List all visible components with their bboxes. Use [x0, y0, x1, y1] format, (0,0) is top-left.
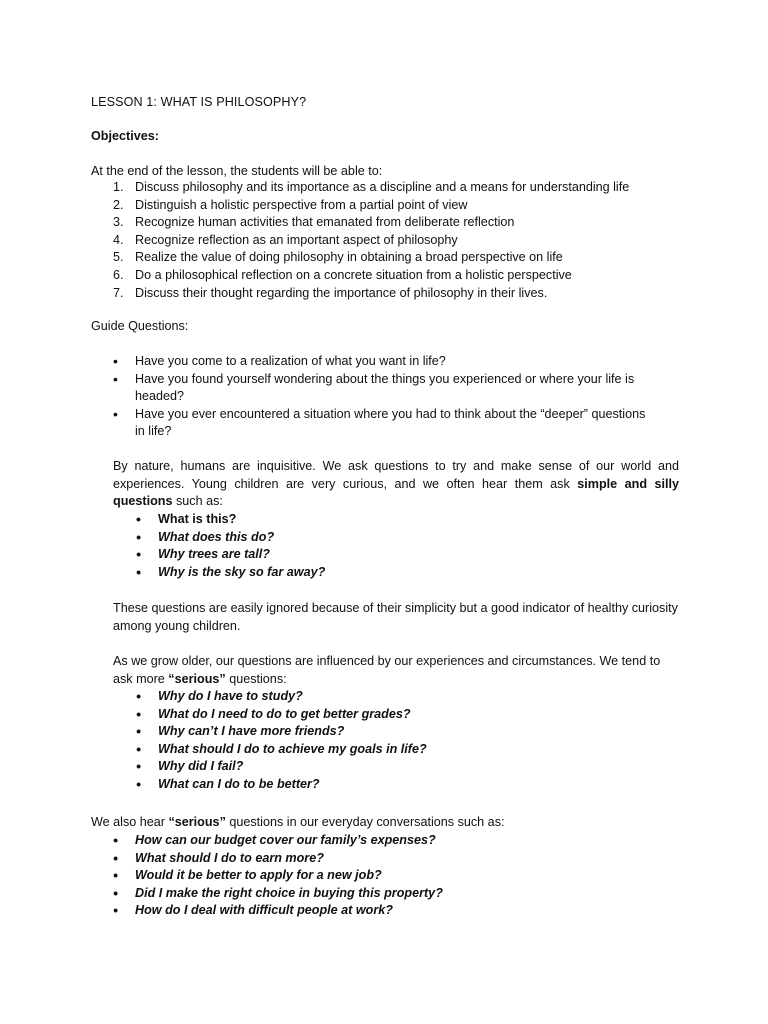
serious-questions-list — [136, 688, 556, 794]
question-item: • What should I do to earn more? — [113, 850, 553, 868]
objectives-heading: Objectives: — [91, 129, 159, 143]
children-questions-list — [136, 511, 556, 581]
guide-question-item: • Have you ever encountered a situation where you had to think about the “deeper” questions in life? — [113, 406, 653, 441]
lesson-title: LESSON 1: WHAT IS PHILOSOPHY? — [91, 95, 307, 109]
paragraph-inquisitive: By nature, humans are inquisitive. We ask questions to try and make sense of our world and experiences. Young children are very curious, and we often hear them ask simple and silly questions such as: — [113, 459, 679, 509]
question-item: • Why did I fail? — [136, 758, 556, 776]
question-item: • Why can’t I have more friends? — [136, 723, 556, 741]
paragraph-everyday: We also hear “serious” questions in our everyday conversations such as: — [91, 815, 505, 829]
objectives-list — [113, 179, 733, 302]
question-item: • Would it be better to apply for a new job? — [113, 867, 553, 885]
question-item: • What do I need to do to get better grades? — [136, 706, 556, 724]
objective-item: 6. Do a philosophical reflection on a concrete situation from a holistic perspective — [113, 267, 572, 282]
question-item: • How do I deal with difficult people at work? — [113, 902, 553, 920]
objective-item: 5. Realize the value of doing philosophy in obtaining a broad perspective on life — [113, 250, 563, 265]
objective-item: 3. Recognize human activities that emanated from deliberate reflection — [113, 215, 515, 230]
guide-question-item: • Have you found yourself wondering about the things you experienced or where your life is headed? — [113, 371, 653, 406]
objectives-intro: At the end of the lesson, the students will be able to: — [91, 164, 383, 178]
question-item: • What can I do to be better? — [136, 776, 556, 794]
objective-item: 4. Recognize reflection as an important aspect of philosophy — [113, 232, 458, 247]
question-item: • What is this? — [136, 511, 556, 529]
question-item: • What does this do? — [136, 529, 556, 547]
paragraph-grow-older: As we grow older, our questions are influenced by our experiences and circumstances. We tend to ask more “serious” questions: — [113, 654, 661, 686]
objective-item: 7. Discuss their thought regarding the importance of philosophy in their lives. — [113, 285, 548, 300]
guide-questions-list — [113, 353, 653, 441]
question-item: • What should I do to achieve my goals in life? — [136, 741, 556, 759]
question-item: • Why trees are tall? — [136, 546, 556, 564]
guide-questions-heading: Guide Questions: — [91, 319, 189, 333]
question-item: • Why do I have to study? — [136, 688, 556, 706]
paragraph-curiosity: These questions are easily ignored because of their simplicity but a good indicator of healthy curiosity among young children. — [113, 601, 678, 633]
question-item: • Did I make the right choice in buying this property? — [113, 885, 553, 903]
guide-question-item: • Have you come to a realization of what you want in life? — [113, 353, 653, 371]
everyday-questions-list — [113, 832, 553, 920]
question-item: • How can our budget cover our family’s expenses? — [113, 832, 553, 850]
objective-item: 1. Discuss philosophy and its importance as a discipline and a means for understanding life — [113, 180, 630, 194]
objective-item: 2. Distinguish a holistic perspective from a partial point of view — [113, 197, 468, 212]
question-item: • Why is the sky so far away? — [136, 564, 556, 582]
